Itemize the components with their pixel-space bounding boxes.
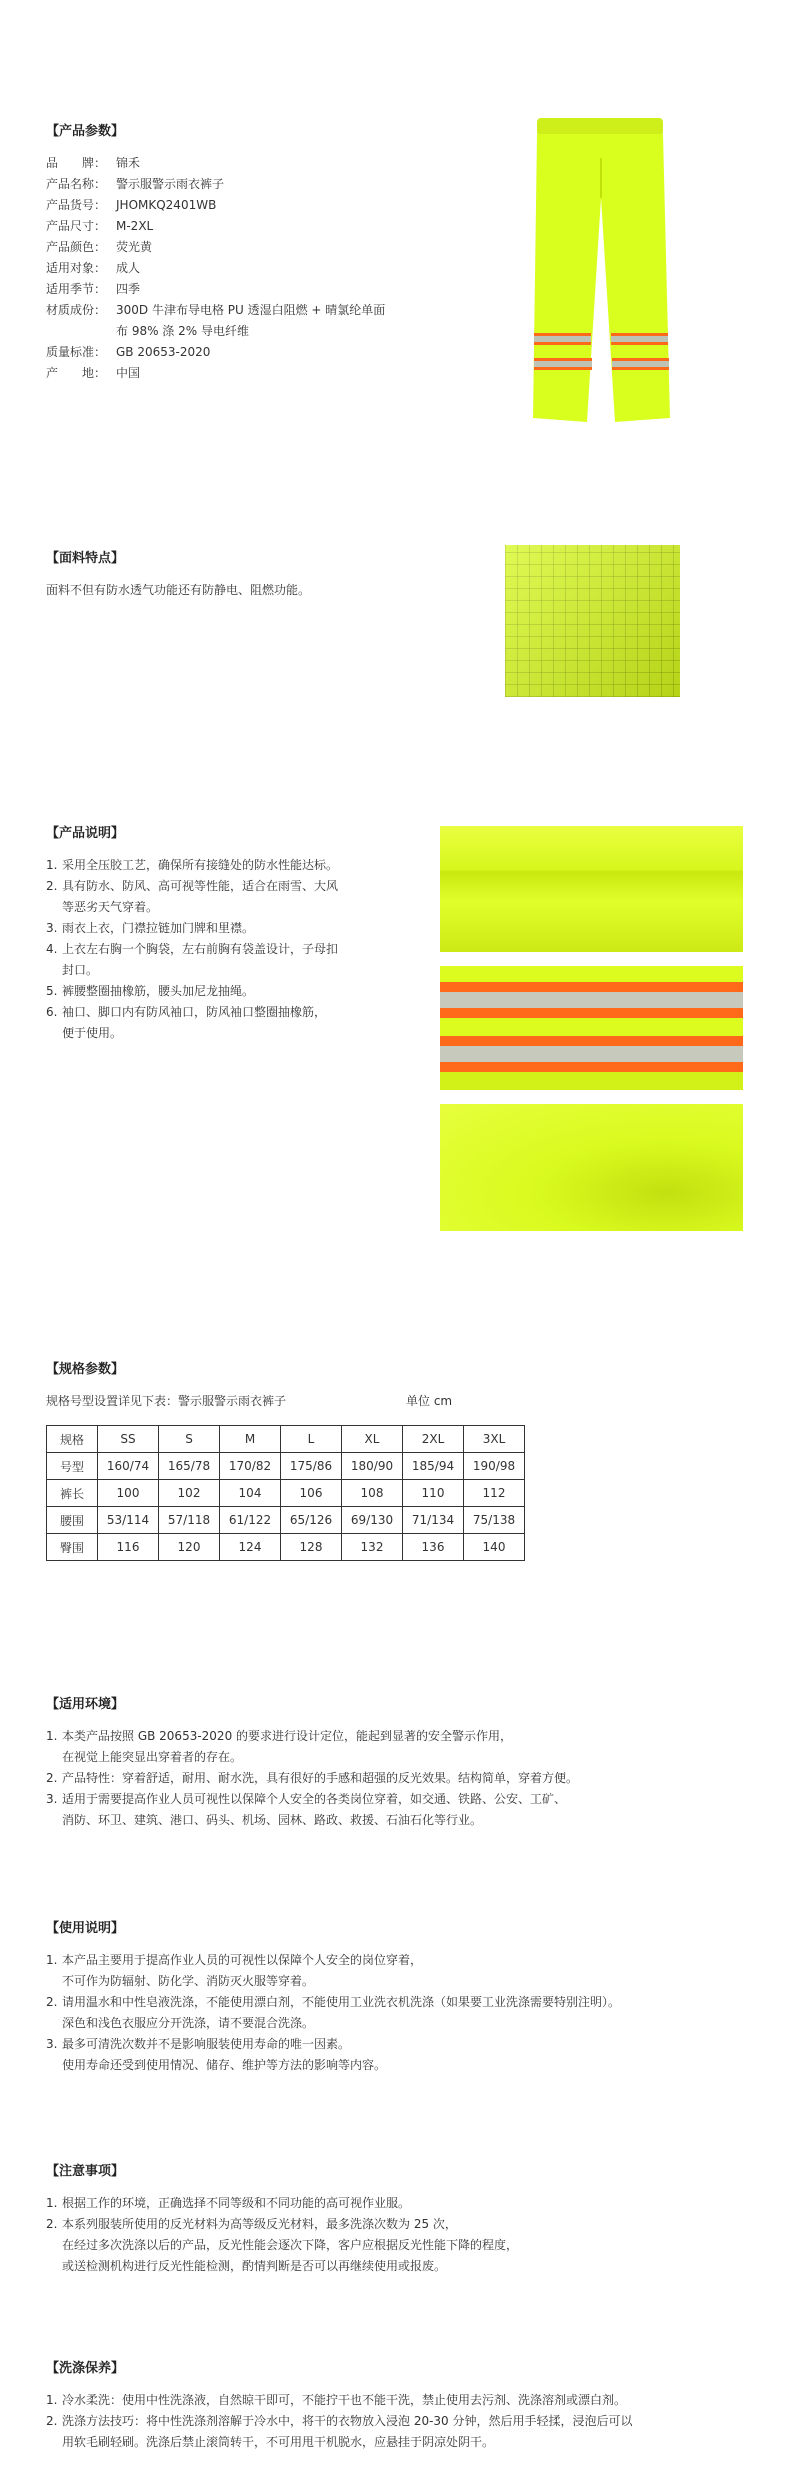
param-row [46,258,386,279]
param-row [46,174,386,195]
list-item-number: 2. [46,879,58,893]
table-cell: 128 [281,1534,342,1561]
list-item-line: 或送检测机构进行反光性能检测，酌情判断是否可以再继续使用或报废。 [62,2259,447,2273]
list-item-text [62,1789,746,1831]
table-cell: 裤长 [47,1480,98,1507]
list-item [46,1950,746,1992]
list-item-number: 2. [46,1771,58,1785]
list-item-line: 在经过多次洗涤以后的产品，反光性能会逐次下降，客户应根据反光性能下降的程度， [62,2238,519,2252]
table-cell: 190/98 [464,1453,525,1480]
list-item-line: 采用全压胶工艺，确保所有接缝处的防水性能达标。 [62,858,339,872]
list-item-line: 产品特性：穿着舒适，耐用、耐水洗，具有很好的手感和超强的反光效果。结构简单，穿着方便。 [62,1771,579,1785]
list-item-number: 1. [46,2393,58,2407]
list-item-number: 5. [46,984,58,998]
list-item-line: 本系列服装所使用的反光材料为高等级反光材料，最多洗涤次数为 25 次， [62,2217,457,2231]
list-item-text [62,981,406,1002]
param-key: 产品颜色： [46,240,107,254]
list-item-line: 最多可清洗次数并不是影响服装使用寿命的唯一因素。 [62,2037,351,2051]
table-header-cell: 规格 [47,1426,98,1453]
list-item-text [62,855,406,876]
param-row [46,195,386,216]
param-row [46,237,386,258]
list-item-line: 不可作为防辐射、防化学、消防灭火服等穿着。 [62,1974,315,1988]
param-value: 中国 [116,366,141,380]
list-item [46,1992,746,2034]
list-item-number: 4. [46,942,58,956]
fabric-heading: 【面料特点】 [46,551,125,566]
list-item-line: 消防、环卫、建筑、港口、码头、机场、园林、路政、救援、石油石化等行业。 [62,1813,483,1827]
notes-heading: 【注意事项】 [46,2164,125,2179]
param-value: M-2XL [116,219,154,233]
table-cell: 112 [464,1480,525,1507]
table-header-cell: L [281,1426,342,1453]
waistband-detail-image [440,826,743,952]
table-cell: 75/138 [464,1507,525,1534]
list-item-line: 封口。 [62,963,99,977]
param-row [46,342,386,363]
param-value: GB 20653-2020 [116,345,211,359]
list-item-line: 等恶劣天气穿着。 [62,900,159,914]
list-item-line: 上衣左右胸一个胸袋，左右前胸有袋盖设计，子母扣 [62,942,339,956]
table-cell: 140 [464,1534,525,1561]
param-key: 适用对象： [46,261,107,275]
list-item-line: 本产品主要用于提高作业人员的可视性以保障个人安全的岗位穿着， [62,1953,423,1967]
list-item-text [62,876,406,918]
list-item-line: 便于使用。 [62,1026,123,1040]
list-item-line: 适用于需要提高作业人员可视性以保障个人安全的各类岗位穿着，如交通、铁路、公安、工矿、 [62,1792,567,1806]
table-row [47,1507,525,1534]
specs-section [46,1358,746,1561]
param-key: 品 牌： [46,156,107,170]
reflective-stripe-detail-image [440,966,743,1090]
list-item-text [62,2390,746,2411]
list-item [46,1726,746,1768]
param-row [46,216,386,237]
specs-unit: 单位 cm [406,1394,453,1408]
list-item-text [62,2411,746,2453]
list-item-text [62,918,406,939]
param-value: 荧光黄 [116,240,153,254]
param-key: 产品名称： [46,177,107,191]
list-item-text [62,1992,746,2034]
list-item [46,2214,746,2277]
param-value: JHOMKQ2401WB [116,198,217,212]
table-row [47,1453,525,1480]
table-cell: 102 [159,1480,220,1507]
environment-section [46,1693,746,1831]
params-heading: 【产品参数】 [46,124,125,139]
table-row [47,1534,525,1561]
param-row [46,363,386,384]
list-item-line: 袖口、脚口内有防风袖口，防风袖口整圈抽橡筋， [62,1005,327,1019]
list-item-line: 根据工作的环境，正确选择不同等级和不同功能的高可视作业服。 [62,2196,411,2210]
table-cell: 69/130 [342,1507,403,1534]
list-item-line: 本类产品按照 GB 20653-2020 的要求进行设计定位，能起到显著的安全警示作用， [62,1729,513,1743]
list-item [46,1789,746,1831]
list-item-line: 冷水柔洗：使用中性洗涤液，自然晾干即可，不能拧干也不能干洗，禁止使用去污剂、洗涤溶剂或漂白剂。 [62,2393,627,2407]
param-row [46,300,386,342]
list-item-line: 使用寿命还受到使用情况、储存、维护等方法的影响等内容。 [62,2058,387,2072]
table-row [47,1480,525,1507]
list-item [46,1002,406,1044]
table-header-cell: 2XL [403,1426,464,1453]
usage-section [46,1917,746,2076]
list-item-number: 2. [46,1995,58,2009]
environment-list [46,1726,746,1831]
table-cell: 108 [342,1480,403,1507]
table-header-row [47,1426,525,1453]
param-row [46,153,386,174]
spec-table [46,1425,525,1561]
table-header-cell: S [159,1426,220,1453]
description-list [46,855,406,1044]
table-cell: 53/114 [98,1507,159,1534]
table-cell: 104 [220,1480,281,1507]
param-value: 锦禾 [116,156,141,170]
table-cell: 71/134 [403,1507,464,1534]
table-cell: 160/74 [98,1453,159,1480]
list-item-line: 用软毛刷轻刷。洗涤后禁止滚筒转干，不可用甩干机脱水，应悬挂于阴凉处阴干。 [62,2435,495,2449]
param-row [46,279,386,300]
list-item-number: 3. [46,921,58,935]
notes-list [46,2193,746,2277]
list-item [46,876,406,918]
list-item-line: 深色和浅色衣服应分开洗涤，请不要混合洗涤。 [62,2016,315,2030]
list-item [46,2193,746,2214]
table-header-cell: M [220,1426,281,1453]
table-cell: 65/126 [281,1507,342,1534]
list-item-text [62,939,406,981]
table-cell: 132 [342,1534,403,1561]
list-item-number: 6. [46,1005,58,1019]
param-value: 300D 牛津布导电格 PU 透湿白阻燃 + 晴氯纶单面布 98% 涤 2% 导电纤维 [116,303,386,338]
table-header-cell: SS [98,1426,159,1453]
list-item-line: 请用温水和中性皂液洗涤，不能使用漂白剂，不能使用工业洗衣机洗涤（如果要工业洗涤需要特别注明）。 [62,1995,621,2009]
param-key: 材质成份： [46,303,107,317]
care-heading: 【洗涤保养】 [46,2361,125,2376]
param-key: 产 地： [46,366,107,380]
list-item [46,1768,746,1789]
specs-heading: 【规格参数】 [46,1362,125,1377]
table-cell: 臀围 [47,1534,98,1561]
list-item-text [62,2193,746,2214]
list-item [46,2390,746,2411]
specs-caption: 规格号型设置详见下表：警示服警示雨衣裤子 [46,1394,287,1408]
table-cell: 110 [403,1480,464,1507]
fabric-swatch-image [505,545,680,697]
params-list [46,153,386,384]
param-key: 产品货号： [46,198,107,212]
list-item-number: 1. [46,2196,58,2210]
fabric-text: 面料不但有防水透气功能还有防静电、阻燃功能。 [46,583,311,597]
param-key: 适用季节： [46,282,107,296]
fabric-section [46,547,446,601]
table-cell: 116 [98,1534,159,1561]
usage-list [46,1950,746,2076]
right-reflective-silver-top [611,336,668,342]
list-item-text [62,2034,746,2076]
list-item-number: 3. [46,2037,58,2051]
list-item [46,2411,746,2453]
table-cell: 170/82 [220,1453,281,1480]
list-item-text [62,1726,746,1768]
list-item [46,981,406,1002]
usage-heading: 【使用说明】 [46,1921,125,1936]
notes-section [46,2160,746,2277]
table-cell: 腰围 [47,1507,98,1534]
table-cell: 185/94 [403,1453,464,1480]
table-cell: 180/90 [342,1453,403,1480]
table-cell: 120 [159,1534,220,1561]
left-reflective-silver-top [534,336,591,342]
cuff-detail-image [440,1104,743,1231]
list-item-line: 在视觉上能突显出穿着者的存在。 [62,1750,243,1764]
right-reflective-silver-bottom [612,361,669,367]
pants-product-image [525,118,675,430]
list-item-text [62,1002,406,1044]
param-value: 成人 [116,261,141,275]
waistband-shape [537,118,663,136]
list-item [46,939,406,981]
list-item [46,2034,746,2076]
table-cell: 61/122 [220,1507,281,1534]
table-cell: 136 [403,1534,464,1561]
specs-caption-row [46,1391,746,1411]
table-header-cell: 3XL [464,1426,525,1453]
description-section [46,822,406,1044]
environment-heading: 【适用环境】 [46,1697,125,1712]
list-item-line: 雨衣上衣，门襟拉链加门牌和里襟。 [62,921,255,935]
description-heading: 【产品说明】 [46,826,125,841]
list-item-number: 2. [46,2217,58,2231]
list-item-number: 2. [46,2414,58,2428]
list-item [46,855,406,876]
list-item-text [62,1950,746,1992]
table-cell: 106 [281,1480,342,1507]
list-item-number: 1. [46,1729,58,1743]
param-key: 质量标准： [46,345,107,359]
table-cell: 175/86 [281,1453,342,1480]
list-item-text [62,1768,746,1789]
table-cell: 124 [220,1534,281,1561]
list-item-text [62,2214,746,2277]
param-value: 四季 [116,282,141,296]
list-item-number: 1. [46,858,58,872]
list-item-line: 洗涤方法技巧：将中性洗涤剂溶解于冷水中，将干的衣物放入浸泡 20-30 分钟，然后用手轻揉，浸泡后可以 [62,2414,633,2428]
list-item-line: 裤腰整圈抽橡筋，腰头加尼龙抽绳。 [62,984,255,998]
left-reflective-silver-bottom [534,361,592,367]
care-list [46,2390,746,2453]
list-item-line: 具有防水、防风、高可视等性能，适合在雨雪、大风 [62,879,339,893]
param-key: 产品尺寸： [46,219,107,233]
list-item-number: 3. [46,1792,58,1806]
table-header-cell: XL [342,1426,403,1453]
care-section [46,2357,746,2453]
table-cell: 号型 [47,1453,98,1480]
list-item-number: 1. [46,1953,58,1967]
list-item [46,918,406,939]
table-cell: 100 [98,1480,159,1507]
table-cell: 165/78 [159,1453,220,1480]
param-value: 警示服警示雨衣裤子 [116,177,225,191]
params-section [46,120,386,384]
table-cell: 57/118 [159,1507,220,1534]
